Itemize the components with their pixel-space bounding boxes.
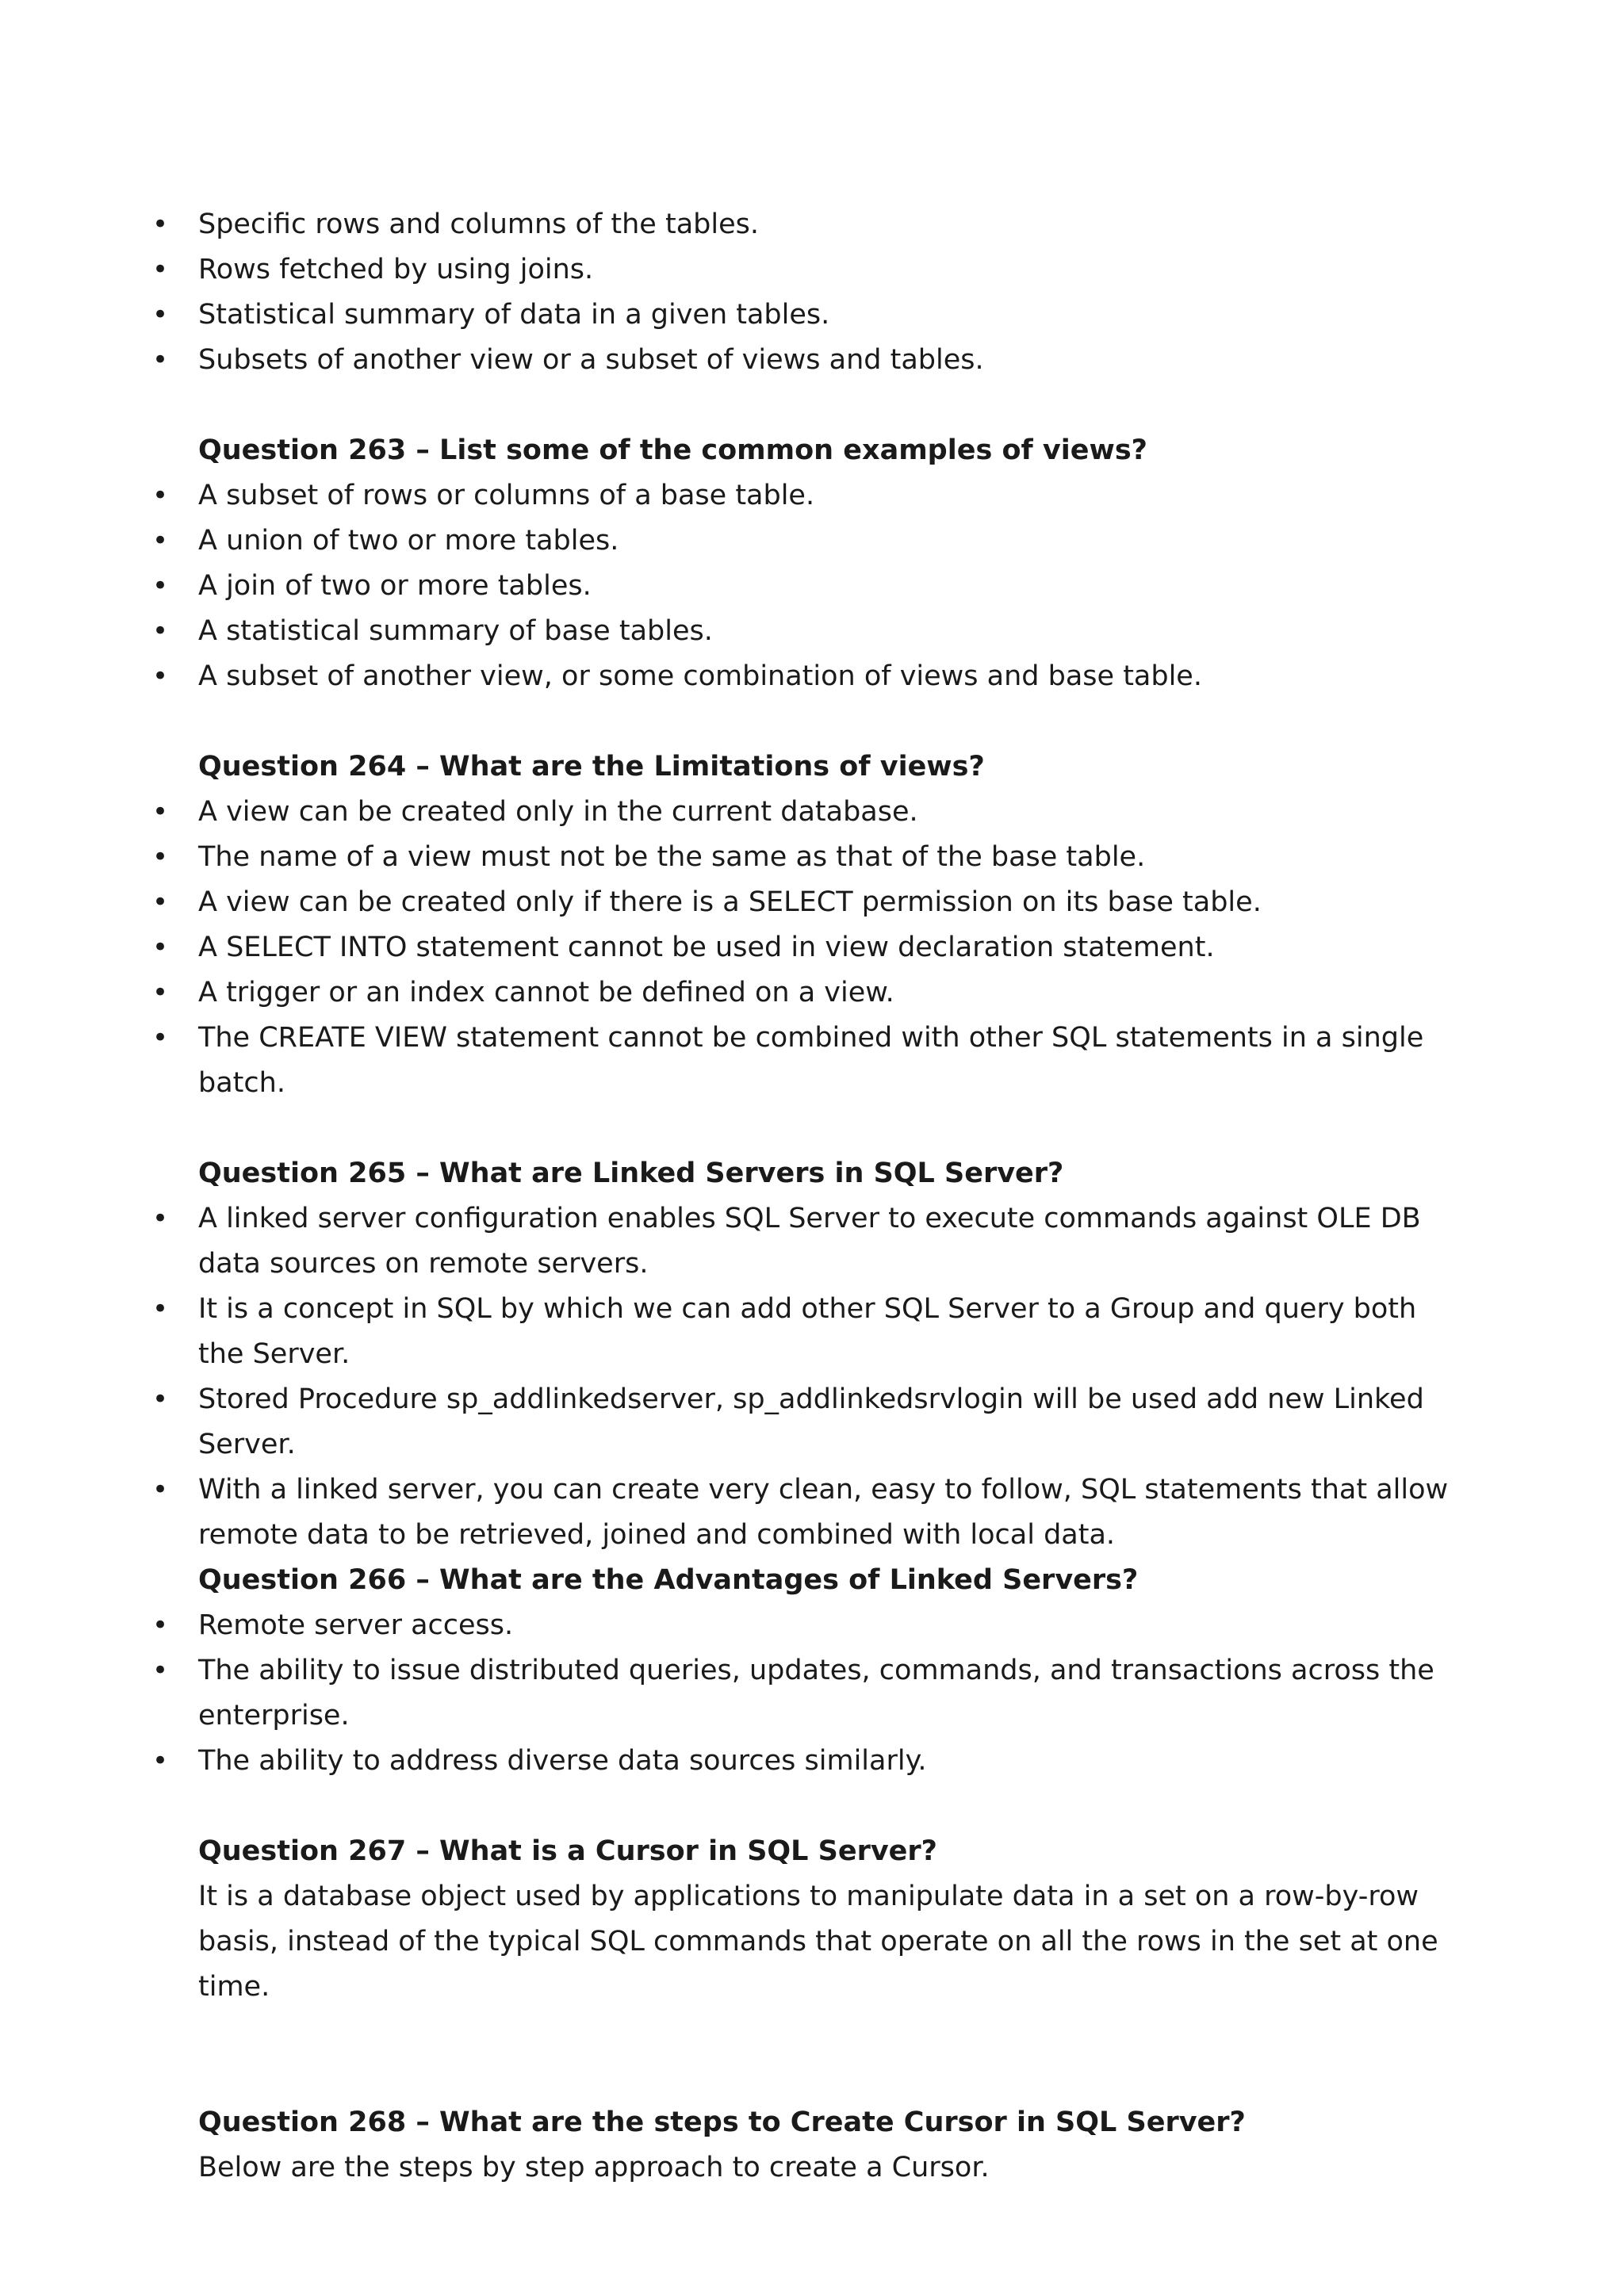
list-item: • With a linked server, you can create very clean, easy to follow, SQL statements that allow remote data to be retrieved, joined and combined with local data. (198, 1468, 1467, 1558)
list-item: • A trigger or an index cannot be defined on a view. (198, 970, 1467, 1016)
question-268-heading: Question 268 – What are the steps to Create Cursor in SQL Server? (198, 2107, 1246, 2138)
list-item: • A view can be created only if there is a SELECT permission on its base table. (198, 880, 1467, 925)
question-264-bullet-list (198, 790, 1467, 1106)
list-item: • Rows fetched by using joins. (198, 247, 1467, 293)
list-item: • A subset of rows or columns of a base table. (198, 473, 1467, 519)
list-item: • Remote server access. (198, 1603, 1467, 1648)
question-266-bullet-list (198, 1603, 1467, 1784)
list-item: • A statistical summary of base tables. (198, 609, 1467, 654)
question-263-heading: Question 263 – List some of the common examples of views? (198, 434, 1147, 466)
list-item: • A linked server configuration enables SQL Server to execute commands against OLE DB data sources on remote servers. (198, 1196, 1467, 1287)
list-item: • Subsets of another view or a subset of views and tables. (198, 338, 1467, 383)
list-item: • It is a concept in SQL by which we can add other SQL Server to a Group and query both the Server. (198, 1287, 1467, 1377)
question-264-heading: Question 264 – What are the Limitations of views? (198, 751, 985, 783)
list-item: • The ability to issue distributed queries, updates, commands, and transactions across the enterprise. (198, 1648, 1467, 1739)
question-266-heading: Question 266 – What are the Advantages of Linked Servers? (198, 1564, 1139, 1596)
question-267-answer: It is a database object used by applications to manipulate data in a set on a row-by-row basis, instead of the typical SQL commands that operate on all the rows in the set at one time. (198, 1881, 1438, 2003)
intro-bullet-list (198, 202, 1467, 383)
list-item: • The name of a view must not be the same as that of the base table. (198, 835, 1467, 880)
list-item: • A union of two or more tables. (198, 519, 1467, 564)
list-item: • The CREATE VIEW statement cannot be combined with other SQL statements in a single batch. (198, 1016, 1467, 1106)
page-content (198, 202, 1467, 2191)
list-item: • A view can be created only in the current database. (198, 790, 1467, 835)
question-268-answer: Below are the steps by step approach to create a Cursor. (198, 2152, 990, 2183)
list-item: • A SELECT INTO statement cannot be used in view declaration statement. (198, 925, 1467, 970)
list-item: • Specific rows and columns of the tables. (198, 202, 1467, 247)
question-263-bullet-list (198, 473, 1467, 699)
list-item: • The ability to address diverse data sources similarly. (198, 1739, 1467, 1784)
list-item: • Statistical summary of data in a given tables. (198, 293, 1467, 338)
list-item: • A join of two or more tables. (198, 564, 1467, 609)
question-267-heading: Question 267 – What is a Cursor in SQL Server? (198, 1835, 937, 1867)
list-item: • A subset of another view, or some combination of views and base table. (198, 654, 1467, 699)
list-item: • Stored Procedure sp_addlinkedserver, sp_addlinkedsrvlogin will be used add new Linked Server. (198, 1377, 1467, 1468)
question-265-bullet-list (198, 1196, 1467, 1558)
question-265-heading: Question 265 – What are Linked Servers in SQL Server? (198, 1158, 1064, 1189)
